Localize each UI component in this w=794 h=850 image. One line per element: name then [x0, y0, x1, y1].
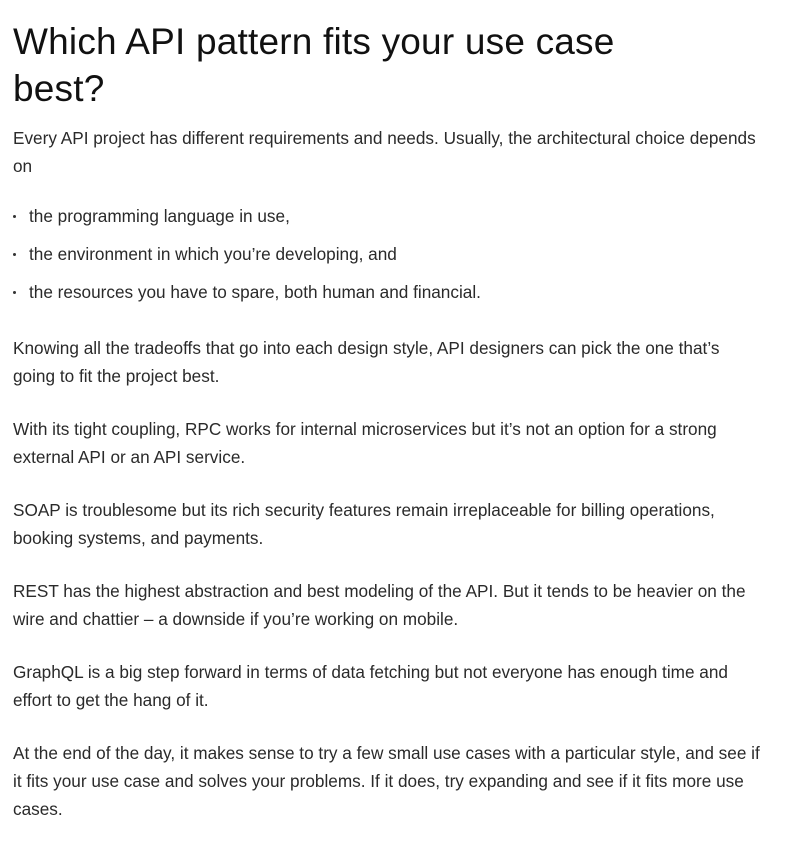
list-item-text: the resources you have to spare, both human and financial.: [29, 282, 481, 302]
paragraph-rpc: With its tight coupling, RPC works for internal microservices but it’s not an option for a strong external API or an API service.: [13, 419, 717, 467]
paragraph-graphql: GraphQL is a big step forward in terms of data fetching but not everyone has enough time and effort to get the hang of it.: [13, 662, 728, 710]
list-item: [13, 278, 766, 306]
list-item-text: the programming language in use,: [29, 206, 290, 226]
page-title: Which API pattern fits your use case best?: [13, 21, 615, 109]
intro-paragraph: Every API project has different requirements and needs. Usually, the architectural choice depends on: [13, 128, 756, 176]
list-item: [13, 202, 766, 230]
paragraph-conclusion: At the end of the day, it makes sense to try a few small use cases with a particular style, and see if it fits your use case and solves your problems. If it does, try expanding and see if it fits more use cases.: [13, 743, 760, 819]
list-item: [13, 240, 766, 268]
bullet-icon: [13, 291, 16, 294]
paragraph-rest: REST has the highest abstraction and best modeling of the API. But it tends to be heavier on the wire and chattier – a downside if you’re working on mobile.: [13, 581, 746, 629]
list-item-text: the environment in which you’re developing, and: [29, 244, 397, 264]
requirements-list: [13, 202, 766, 306]
paragraph-soap: SOAP is troublesome but its rich security features remain irreplaceable for billing operations, booking systems, and payments.: [13, 500, 715, 548]
paragraph-tradeoffs: Knowing all the tradeoffs that go into each design style, API designers can pick the one that’s going to fit the project best.: [13, 338, 720, 386]
bullet-icon: [13, 215, 16, 218]
bullet-icon: [13, 253, 16, 256]
